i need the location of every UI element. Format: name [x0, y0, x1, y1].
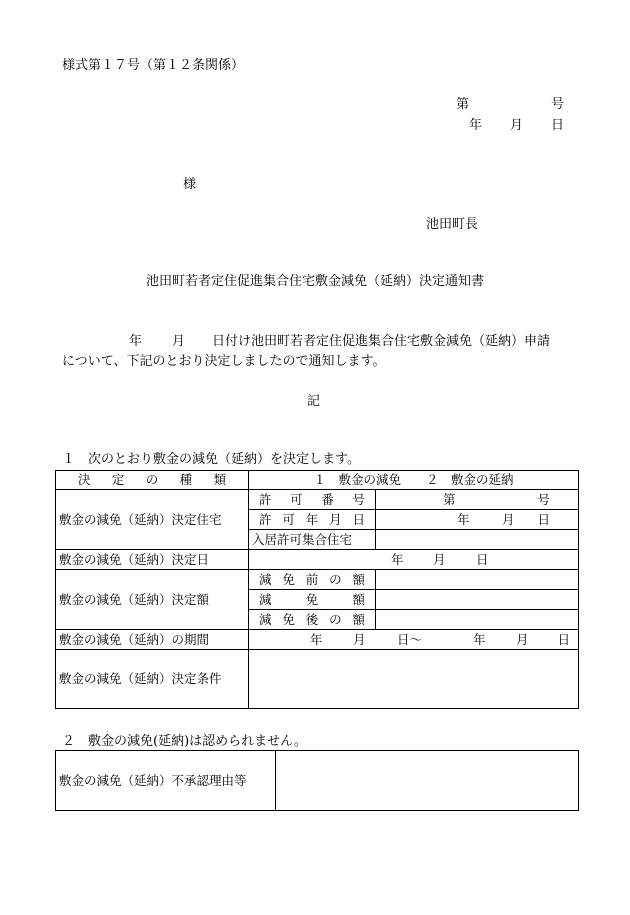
table-row	[56, 630, 579, 650]
issue-date-day: 日	[550, 118, 564, 133]
housing-value	[376, 530, 579, 550]
period-label: 敷金の減免（延納）の期間	[56, 630, 249, 650]
issue-date-year: 年	[469, 118, 483, 133]
before-label: 減 免 前 の 額	[259, 571, 365, 587]
doc-number-dai: 第	[456, 97, 470, 112]
table-row	[56, 550, 579, 570]
section2-heading: ２ 敷金の減免(延納)は認められません。	[62, 734, 307, 749]
form-number: 様式第１７号（第１２条関係）	[62, 58, 245, 73]
decision-date-value: 年 月 日	[249, 550, 579, 570]
period-value: 年 月 日～ 年 月 日	[249, 630, 579, 650]
decision-table	[55, 470, 579, 709]
kind-label: 決 定 の 種 類	[78, 472, 226, 487]
conditions-value	[249, 650, 579, 709]
exempt-label-cell	[249, 590, 376, 610]
table-row	[56, 490, 579, 510]
doc-number-go: 号	[550, 97, 564, 112]
section1-heading: １ 次のとおり敷金の減免（延納）を決定します。	[62, 452, 360, 467]
permit-no-label-cell	[249, 490, 376, 510]
amount-label: 敷金の減免（延納）決定額	[56, 570, 249, 630]
table-row	[56, 650, 579, 709]
body-line1-year: 年	[129, 334, 143, 349]
permit-no-label: 許 可 番 号	[259, 491, 365, 507]
before-value	[376, 570, 579, 590]
doc-number	[456, 97, 564, 113]
house-label: 敷金の減免（延納）決定住宅	[56, 490, 249, 550]
kind-label-cell	[56, 471, 249, 490]
table-row	[56, 471, 579, 490]
exempt-value	[376, 590, 579, 610]
body-line1-month: 月	[172, 334, 186, 349]
table-row	[56, 570, 579, 590]
permit-no-value: 第 号	[376, 490, 579, 510]
kind-value: １ 敷金の減免 ２ 敷金の延納	[249, 471, 579, 490]
body-line2-text: について、下記のとおり決定しましたので通知します。	[62, 354, 386, 369]
before-label-cell	[249, 570, 376, 590]
after-value	[376, 610, 579, 630]
conditions-label: 敷金の減免（延納）決定条件	[56, 650, 249, 709]
after-label-cell	[249, 610, 376, 630]
issuer: 池田町長	[426, 217, 479, 232]
document-title: 池田町若者定住促進集合住宅敷金減免（延納）決定通知書	[145, 274, 484, 289]
rejection-table	[55, 750, 579, 811]
permit-date-label: 許 可 年 月 日	[259, 511, 365, 527]
addressee: 様	[183, 177, 197, 192]
issue-date-month: 月	[510, 118, 524, 133]
body-line1-text: 日付け池田町若者定住促進集合住宅敷金減免（延納）申請	[212, 334, 551, 349]
decision-date-label: 敷金の減免（延納）決定日	[56, 550, 249, 570]
after-label: 減 免 後 の 額	[259, 611, 365, 627]
ki-mark: 記	[307, 394, 321, 409]
table-row	[56, 751, 579, 811]
reason-value	[276, 751, 579, 811]
permit-date-label-cell	[249, 510, 376, 530]
permit-date-value: 年 月 日	[376, 510, 579, 530]
reason-label: 敷金の減免（延納）不承認理由等	[56, 751, 276, 811]
housing-label: 入居許可集合住宅	[249, 530, 376, 550]
exempt-label: 減 免 額	[259, 591, 365, 607]
